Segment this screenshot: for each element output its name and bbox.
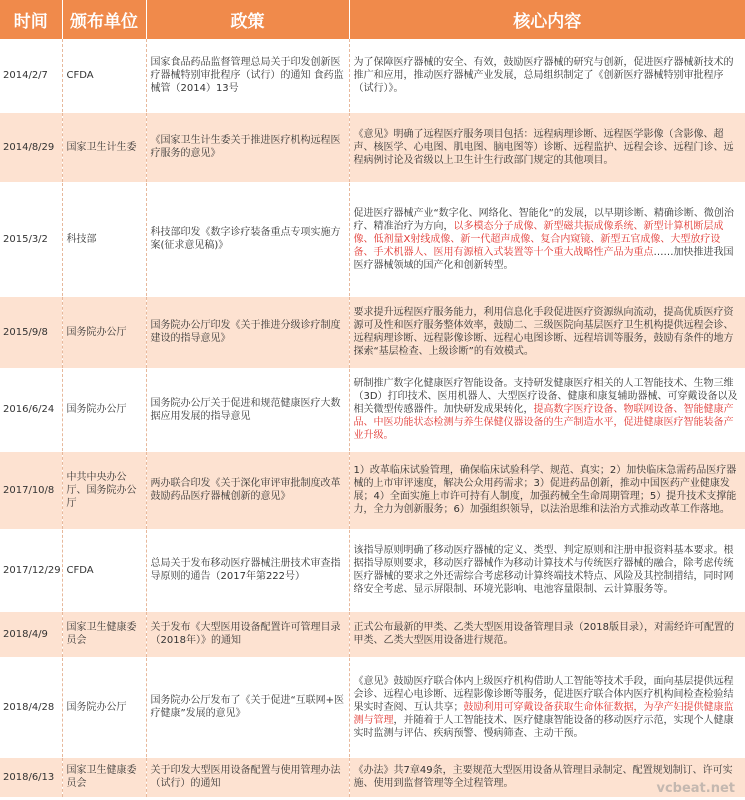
watermark: vcbeat.net	[656, 781, 735, 796]
row-policy: 科技部印发《数字诊疗装备重点专项实施方案(征求意见稿)》	[146, 182, 349, 296]
row-content	[349, 368, 745, 451]
table-row	[0, 611, 745, 657]
row-content	[349, 657, 745, 757]
table-row	[0, 657, 745, 757]
table-row	[0, 182, 745, 296]
table-row	[0, 368, 745, 451]
row-issuer: 国家卫生计生委	[62, 112, 146, 182]
content-text-tail: ，并随着于人工智能技术、医疗健康智能设备的移动医疗示范，实现个人健康实时监测与评估、疾病预警、慢病筛查、主动干预。	[353, 714, 734, 739]
content-text: 该指导原则明确了移动医疗器械的定义、类型、判定原则和注册申报资料基本要求。根据指导原则要求，移动医疗器械作为移动计算技术与传统医疗器械的融合，除考虑传统医疗器械的要求之外还需综合考虑移动计算终端技术特点、风险及其控制措结，同时网络安全考虑、显示屏限制、环境光影响、电池容量限制、云计算服务等。	[353, 545, 734, 595]
content-text: 《意见》鼓励医疗联合体内上级医疗机构借助人工智能等技术手段，面向基层提供远程会诊、远程心电诊断、远程影像诊断等服务，促进医疗联合体内医疗机构间检查检验结果实时查阅、互认共享；	[353, 675, 734, 713]
row-date: 2014/2/7	[0, 39, 62, 112]
row-date: 2016/6/24	[0, 368, 62, 451]
content-text: 《办法》共7章49条，主要规范大型医用设备从管理目录制定、配置规划制订、许可实施、使用到监督管理等全过程管理。	[353, 765, 733, 789]
row-issuer: 国家卫生健康委员会	[62, 611, 146, 657]
row-issuer: CFDA	[62, 529, 146, 611]
content-text-tail: ……加快推进我国医疗器械领域的国产化和创新转型。	[353, 246, 734, 271]
row-date: 2017/12/29	[0, 529, 62, 611]
row-date: 2017/10/8	[0, 451, 62, 529]
row-date: 2018/4/9	[0, 611, 62, 657]
row-issuer: CFDA	[62, 39, 146, 112]
content-text: 正式公布最新的甲类、乙类大型医用设备管理目录（2018版目录），对需经许可配置的甲类、乙类大型医用设备进行规范。	[353, 622, 734, 646]
content-text: 为了保障医疗器械的安全、有效，鼓励医疗器械的研究与创新，促进医疗器械新技术的推广和应用，推动医疗器械产业发展，总局组织制定了《创新医疗器械特别审批程序（试行）》。	[353, 56, 734, 94]
content-text: 促进医疗器械产业“数字化、网络化、智能化”的发展，以早期诊断、精确诊断、微创治疗、精准治疗为方向，	[353, 207, 734, 232]
header-date: 时间	[0, 0, 62, 39]
row-date: 2018/4/28	[0, 657, 62, 757]
row-content	[349, 451, 745, 529]
row-policy: 国务院办公厅印发《关于推进分级诊疗制度建设的指导意见》	[146, 296, 349, 368]
table-row	[0, 757, 745, 797]
table-row	[0, 451, 745, 529]
row-issuer: 国家卫生健康委员会	[62, 757, 146, 797]
content-text: 要求提升远程医疗服务能力，利用信息化手段促进医疗资源纵向流动，提高优质医疗资源可及性和医疗服务整体效率，鼓励二、三级医院向基层医疗卫生机构提供远程会诊、远程病理诊断、远程影像诊断、远程心电图诊断、远程培训等服务，鼓励有条件的地方探索“基层检查、上级诊断”的有效模式。	[353, 307, 734, 357]
table-header-row	[0, 0, 745, 39]
table-row	[0, 39, 745, 112]
row-policy: 关于印发大型医用设备配置与使用管理办法（试行）的通知	[146, 757, 349, 797]
content-highlight: 鼓励利用可穿戴设备获取生命体征数据，为孕产妇提供健康监测与管理	[353, 701, 734, 726]
content-text: 《意见》明确了远程医疗服务项目包括：远程病理诊断、远程医学影像（含影像、超声、核医学、心电图、肌电图、脑电图等）诊断、远程监护、远程会诊、远程门诊、远程病例讨论及省级以上卫生计生行政部门规定的其他项目。	[353, 128, 734, 166]
row-issuer: 中共中央办公厅、国务院办公厅	[62, 451, 146, 529]
row-date: 2014/8/29	[0, 112, 62, 182]
header-policy: 政策	[146, 0, 349, 39]
row-policy: 关于发布《大型医用设备配置许可管理目录（2018年）》的通知	[146, 611, 349, 657]
content-text: 1）改革临床试验管理，确保临床试验科学、规范、真实；2）加快临床急需药品医疗器械的上市审评速度，解决公众用药需求；3）促进药品创新，推动中国医药产业健康发展；4）全面实施上市许可持有人制度，加强药械全生命周期管理；5）提升技术支撑能力，全力为创新服务；6）加强组织领导，以法治思维和法治方式推动改革工作落地。	[353, 465, 737, 515]
row-policy: 《国家卫生计生委关于推进医疗机构远程医疗服务的意见》	[146, 112, 349, 182]
header-issuer: 颁布单位	[62, 0, 146, 39]
content-highlight: 提高数字医疗设备、物联网设备、智能健康产品、中医功能状态检测与养生保健仪器设备的生产制造水平，促进健康医疗智能装备产业升级。	[353, 404, 734, 441]
row-date: 2015/9/8	[0, 296, 62, 368]
table-row	[0, 296, 745, 368]
row-policy: 国务院办公厅发布了《关于促进“互联网+医疗健康”发展的意见》	[146, 657, 349, 757]
row-content	[349, 39, 745, 112]
content-highlight: 以多模态分子成像、新型磁共振成像系统、新型计算机断层成像、低剂量X射线成像、新一代超声成像、复合内窥镜、新型五官成像、大型放疗设备、手术机器人、医用有源植入式装置等十个重大战略性产品为重点	[353, 220, 724, 258]
row-policy: 国家食品药品监督管理总局关于印发创新医疗器械特别审批程序（试行）的通知 食药监械管（2014）13号	[146, 39, 349, 112]
row-issuer: 国务院办公厅	[62, 368, 146, 451]
row-date: 2018/6/13	[0, 757, 62, 797]
row-content	[349, 611, 745, 657]
table-row	[0, 112, 745, 182]
row-content	[349, 296, 745, 368]
row-date: 2015/3/2	[0, 182, 62, 296]
row-issuer: 国务院办公厅	[62, 296, 146, 368]
row-content	[349, 182, 745, 296]
row-policy: 总局关于发布移动医疗器械注册技术审查指导原则的通告（2017年第222号）	[146, 529, 349, 611]
table-row	[0, 529, 745, 611]
row-issuer: 国务院办公厅	[62, 657, 146, 757]
header-content: 核心内容	[349, 0, 745, 39]
row-issuer: 科技部	[62, 182, 146, 296]
row-policy: 两办联合印发《关于深化审评审批制度改革鼓励药品医疗器械创新的意见》	[146, 451, 349, 529]
row-policy: 国务院办公厅关于促进和规范健康医疗大数据应用发展的指导意见	[146, 368, 349, 451]
row-content	[349, 529, 745, 611]
content-text: 研制推广数字化健康医疗智能设备。支持研发健康医疗相关的人工智能技术、生物三维（3D）打印技术、医用机器人、大型医疗设备、健康和康复辅助器械、可穿戴设备以及相关微型传感器件。加快研发成果转化，	[353, 378, 738, 415]
row-content	[349, 112, 745, 182]
